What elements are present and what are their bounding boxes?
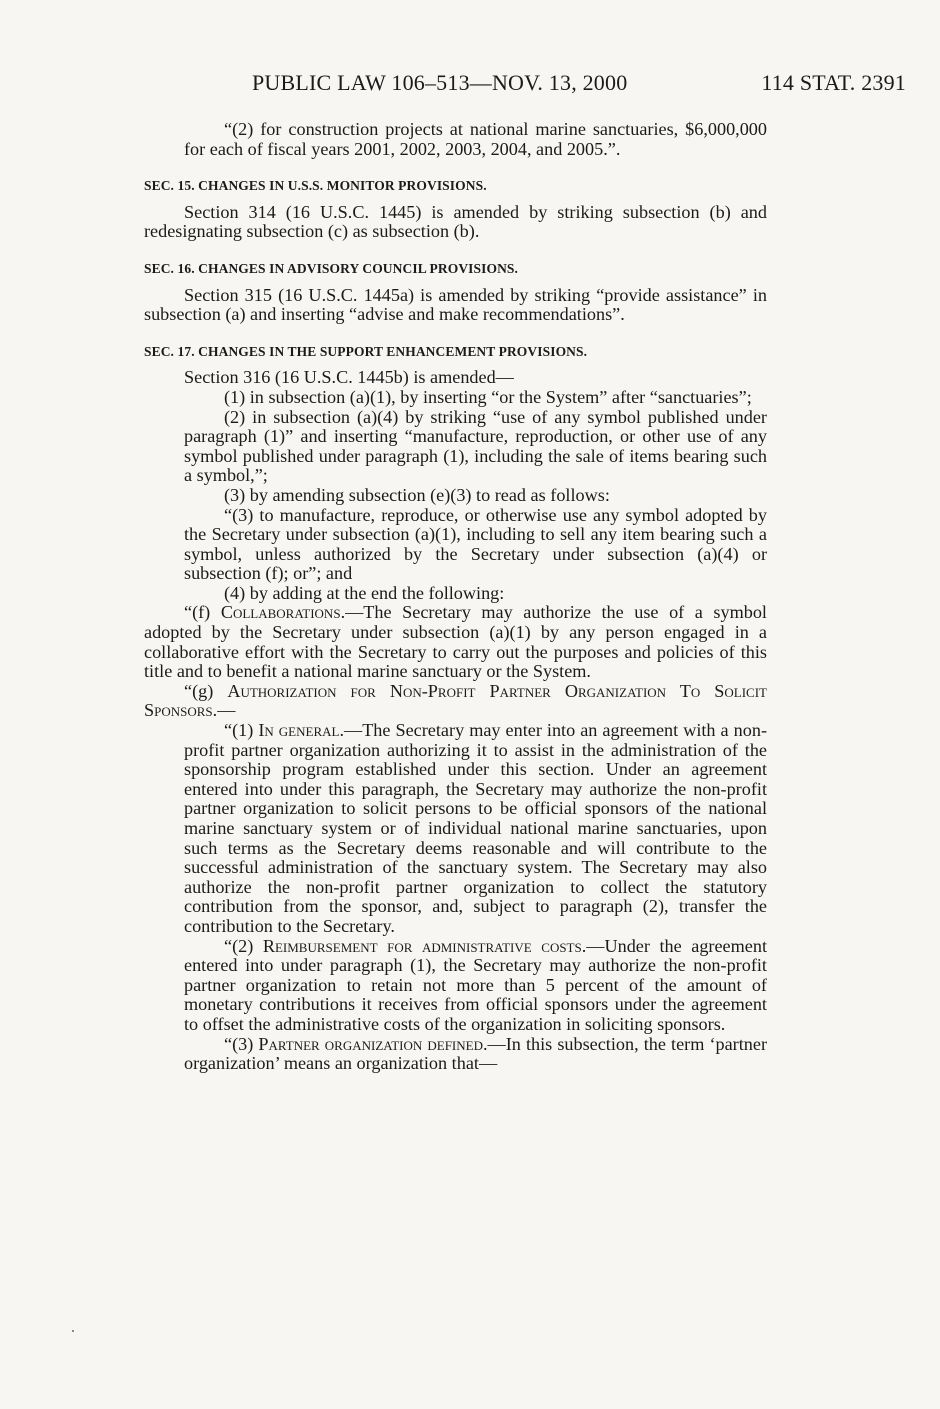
amendment-item-4: (4) by adding at the end the following: xyxy=(224,582,505,603)
amendment-item-1: (1) in subsection (a)(1), by inserting “or the System” after “sanctuaries”; xyxy=(224,386,752,407)
document-body xyxy=(144,120,767,1074)
statute-page-reference: 114 STAT. 2391 xyxy=(761,70,906,95)
section-16-text: Section 315 (16 U.S.C. 1445a) is amended by striking “provide assistance” in subsection (a) and inserting “advise and make recommendations”. xyxy=(144,284,767,325)
construction-projects-paragraph: “(2) for construction projects at national marine sanctuaries, $6,000,000 for each of fiscal years 2001, 2002, 2003, 2004, and 2005.”. xyxy=(184,119,767,159)
paragraph-g3-text: .—In this subsection, the term ‘partner organization’ means an organization that— xyxy=(184,1033,767,1074)
paragraph-g2-reimbursement xyxy=(144,937,767,1035)
amendment-item-2: (2) in subsection (a)(4) by striking “use of any symbol published under paragraph (1)” and inserting “manufacture, reproduction, or other use of any symbol published under paragraph (1), including the sale of items bearing such a symbol,”; xyxy=(184,406,767,486)
subsection-g-prefix: “(g) xyxy=(184,680,228,701)
paragraph-g1-caption: In general xyxy=(258,720,340,741)
running-title: PUBLIC LAW 106–513—NOV. 13, 2000 xyxy=(252,70,628,95)
paragraph-g1-text: .—The Secretary may enter into an agreement with a non-profit partner organization authorizing it to assist in the administration of the sponsorship program established under this section. Under an agreement entered into under this paragraph, the Secretary may authorize the non-profit partner organization to solicit persons to be official sponsors of the national marine sanctuary system or of individual national marine sanctuaries, upon such terms as the Secretary deems reasonable and will contribute to the successful administration of the sanctuary system. The Secretary may also authorize the non-profit partner organization to collect the statutory contribution from the sponsor, and, subject to paragraph (2), transfer the contribution to the Secretary. xyxy=(184,720,767,936)
section-15-text: Section 314 (16 U.S.C. 1445) is amended by striking subsection (b) and redesignating subsection (c) as subsection (b). xyxy=(144,201,767,242)
paragraph-g3-partner-organization xyxy=(144,1035,767,1074)
section-17-heading: SEC. 17. CHANGES IN THE SUPPORT ENHANCEMENT PROVISIONS. xyxy=(144,343,588,359)
scan-speck xyxy=(72,1330,74,1332)
subsection-g-caption: Authorization for Non-Profit Partner Organization To Solicit Sponsors xyxy=(144,680,768,721)
subsection-f-text: .—The Secretary may authorize the use of a symbol adopted by the Secretary under subsection (a)(1) by any person engaged in a collaborative effort with the Secretary to carry out the purposes and policies of this title and to benefit a national marine sanctuary or the System. xyxy=(144,602,767,682)
paragraph-g3-caption: Partner organization defined xyxy=(258,1033,483,1054)
subsection-g-suffix: .— xyxy=(212,700,236,721)
paragraph-g2-prefix: “(2) xyxy=(224,935,263,956)
subsection-g-heading xyxy=(144,682,767,721)
paragraph-g1-in-general xyxy=(144,721,767,937)
subsection-f-collaborations xyxy=(144,603,767,681)
amendment-item-3: (3) by amending subsection (e)(3) to read as follows: xyxy=(224,484,610,505)
section-16-heading: SEC. 16. CHANGES IN ADVISORY COUNCIL PROVISIONS. xyxy=(144,260,519,276)
section-15-heading: SEC. 15. CHANGES IN U.S.S. MONITOR PROVISIONS. xyxy=(144,178,487,194)
subsection-f-prefix: “(f) xyxy=(184,602,221,623)
paragraph-g1-prefix: “(1) xyxy=(224,720,259,741)
amendment-item-3-quote: “(3) to manufacture, reproduce, or otherwise use any symbol adopted by the Secretary under subsection (a)(1), including to sell any item bearing such a symbol, unless authorized by the Secretary under subsection (a)(4) or subsection (f); or”; and xyxy=(184,504,767,584)
subsection-f-caption: Collaborations xyxy=(220,602,341,623)
section-17-intro: Section 316 (16 U.S.C. 1445b) is amended— xyxy=(184,367,514,388)
page-header xyxy=(0,70,940,104)
paragraph-g3-prefix: “(3) xyxy=(224,1033,259,1054)
paragraph-g2-caption: Reimbursement for administrative costs xyxy=(262,935,582,956)
paragraph-g2-text: .—Under the agreement entered into under paragraph (1), the Secretary may authorize the non-profit partner organization to retain not more than 5 percent of the amount of monetary contributions it receives from official sponsors under the agreement to offset the administrative costs of the organization in soliciting sponsors. xyxy=(184,935,767,1034)
